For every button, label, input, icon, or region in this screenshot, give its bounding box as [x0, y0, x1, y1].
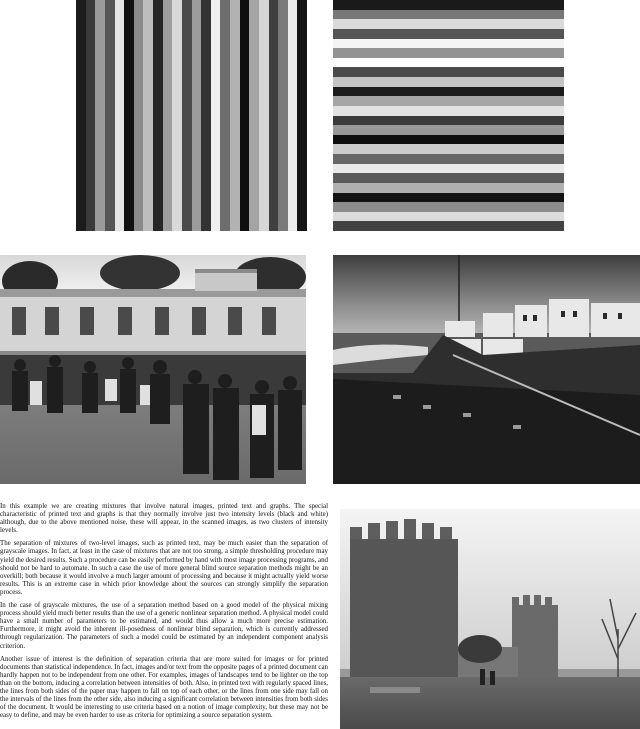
vertical-stripe-15: [220, 0, 230, 231]
vertical-stripe-23: [297, 0, 307, 231]
vertical-stripe-16: [230, 0, 240, 231]
horizontal-stripe-6: [333, 58, 564, 68]
horizontal-stripe-8: [333, 77, 564, 87]
vertical-stripe-13: [201, 0, 211, 231]
vertical-stripe-7: [143, 0, 153, 231]
horizontal-stripes: [333, 0, 564, 231]
vertical-stripe-5: [124, 0, 134, 231]
horizontal-stripe-15: [333, 144, 564, 154]
vertical-stripe-1: [86, 0, 96, 231]
horizontal-stripe-23: [333, 221, 564, 231]
vertical-stripe-9: [163, 0, 173, 231]
vertical-stripe-3: [105, 0, 115, 231]
crowd-scene: [0, 255, 306, 484]
vertical-stripe-0: [76, 0, 86, 231]
vertical-stripes-image: [76, 0, 307, 231]
horizontal-stripe-19: [333, 183, 564, 193]
vertical-stripe-22: [288, 0, 298, 231]
horizontal-stripe-13: [333, 125, 564, 135]
horizontal-stripe-2: [333, 19, 564, 29]
vertical-stripe-19: [259, 0, 269, 231]
horizontal-stripe-20: [333, 193, 564, 203]
castle-scene: [340, 509, 640, 729]
vertical-stripe-21: [278, 0, 288, 231]
vertical-stripe-10: [172, 0, 182, 231]
horizontal-stripe-5: [333, 48, 564, 58]
horizontal-stripe-12: [333, 116, 564, 126]
vertical-stripe-18: [249, 0, 259, 231]
horizontal-stripe-7: [333, 67, 564, 77]
horizontal-stripe-10: [333, 96, 564, 106]
horizontal-stripe-4: [333, 39, 564, 49]
horizontal-stripe-3: [333, 29, 564, 39]
vertical-stripe-12: [192, 0, 202, 231]
crowd-courtyard-photo: [0, 255, 306, 484]
horizontal-stripes-image: [333, 0, 564, 231]
castle-towers-photo: [340, 509, 640, 729]
paragraph-2: The separation of mixtures of two-level images, such as printed text, may be much easier than the separation of grayscale images. In fact, at least in the case of mixtures that are not too strong, a simple thresholding procedure may yield the desired results. Such a procedure can be easily performed by hand with most image processing programs, and should not be hard to automate. In such a case the use of more general blind source separation methods might be an overkill; both because it would involve a much larger amount of processing and because it might actually yield worse results. This is an extreme case in which prior knowledge about the sources can strongly simplify the separation process.: [0, 540, 328, 596]
vertical-stripe-20: [269, 0, 279, 231]
vertical-stripe-6: [134, 0, 144, 231]
horizontal-stripe-0: [333, 0, 564, 10]
horizontal-stripe-9: [333, 87, 564, 97]
paragraph-1: In this example we are creating mixtures that involve natural images, printed text and graphs. The special characteristic of printed text and graphs is that they normally involve just two intensity levels (black and white) although, due to the above mentioned noise, these will appear, in the scanned images, as two clusters of intensity levels.: [0, 503, 328, 535]
vertical-stripe-14: [211, 0, 221, 231]
horizontal-stripe-22: [333, 212, 564, 222]
horizontal-stripe-17: [333, 164, 564, 174]
horizontal-stripe-14: [333, 135, 564, 145]
vertical-stripe-11: [182, 0, 192, 231]
vertical-stripe-17: [240, 0, 250, 231]
horizontal-stripe-18: [333, 173, 564, 183]
printed-text-scan: [0, 503, 328, 729]
horizontal-stripe-16: [333, 154, 564, 164]
vertical-stripe-4: [115, 0, 125, 231]
paragraph-3: In the case of grayscale mixtures, the use of a separation method based on a good model of the physical mixing process should yield much better results than the use of a generic nonlinear separation method. A physical model could have a small number of parameters to be estimated, and would thus allow a much more precise estimation. Furthermore, it might avoid the inherent ill-posedness of nonlinear blind separation, which is currently addressed through regularization. The parameters of such a model could be estimated by an independent component analysis criterion.: [0, 602, 328, 650]
paragraph-4: Another issue of interest is the definition of separation criteria that are more suited for images or for printed documents than statistical independence. In fact, images and/or text from the opposite pages of a printed document can hardly happen not to be independent from one other. For examples, images of landscapes tend to be lighter on the top than on the bottom, inducing a correlation between intensities of both. Also, in printed text with regularly spaced lines, the lines from both sides of the paper may happen to fall on top of each other, or the lines from one side may fall on the intervals of the lines from the other side, also inducing a significant correlation between intensities from both sides of the document. It would be interesting to use criteria based on a notion of image complexity, but these may not be easy to define, and may be even harder to use as criteria for optimizing a source separation system.: [0, 655, 328, 720]
vertical-stripe-8: [153, 0, 163, 231]
coast-scene: [333, 255, 640, 484]
seaside-town-photo: [333, 255, 640, 484]
horizontal-stripe-21: [333, 202, 564, 212]
horizontal-stripe-1: [333, 10, 564, 20]
vertical-stripe-2: [95, 0, 105, 231]
horizontal-stripe-11: [333, 106, 564, 116]
vertical-stripes: [76, 0, 307, 231]
